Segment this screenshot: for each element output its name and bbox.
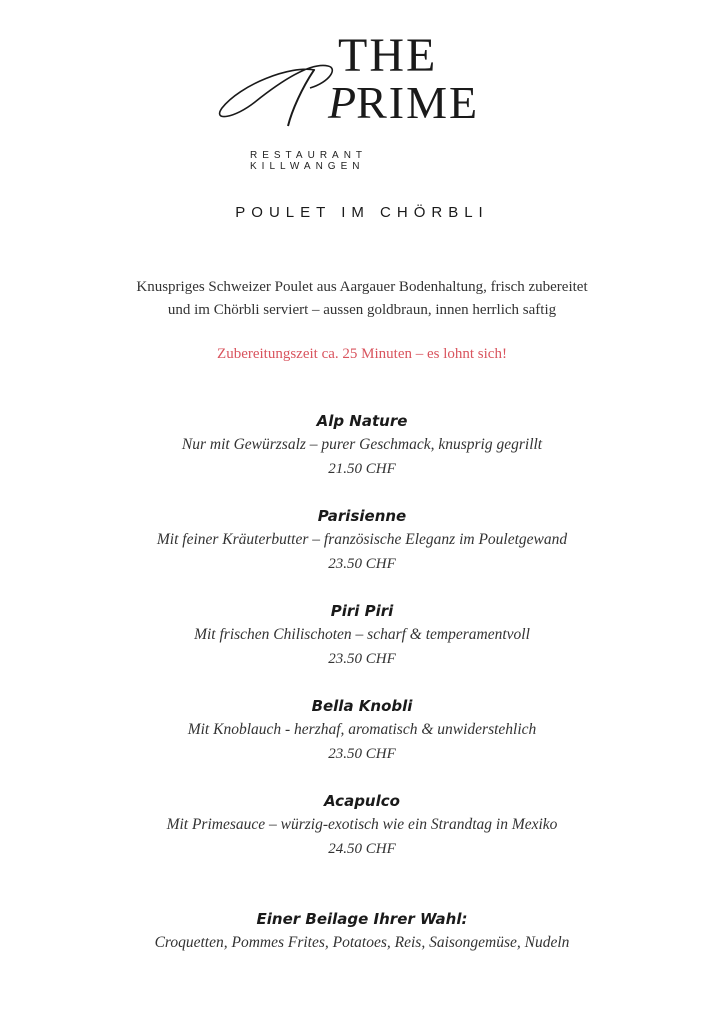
page-title: POULET IM CHÖRBLI <box>235 204 489 221</box>
logo-prime <box>328 77 480 128</box>
dish-name: Alp Nature <box>316 412 408 430</box>
dish-price: 21.50 CHF <box>328 461 396 477</box>
logo-subtitle <box>250 150 480 172</box>
dish-item <box>0 504 724 599</box>
dish-description: Mit Knoblauch - herzhaf, aromatisch & unwiderstehlich <box>187 721 537 738</box>
logo-prime-rest: RIME <box>356 77 480 128</box>
side-dish-section <box>0 907 724 955</box>
dish-price: 23.50 CHF <box>328 746 396 762</box>
intro-line-2: und im Chörbli serviert – aussen goldbraun, innen herrlich saftig <box>167 302 557 318</box>
logo-the: THE <box>338 29 438 82</box>
dish-name: Piri Piri <box>330 602 394 620</box>
dish-name: Bella Knobli <box>311 697 413 715</box>
dish-item <box>0 409 724 504</box>
prep-time-note: Zubereitungszeit ca. 25 Minuten – es lohnt sich! <box>217 346 507 362</box>
side-dish-title: Einer Beilage Ihrer Wahl: <box>256 910 468 928</box>
logo-p: P <box>328 77 359 128</box>
intro-line-1: Knuspriges Schweizer Poulet aus Aargauer Bodenhaltung, frisch zubereitet <box>136 279 588 295</box>
logo-subtitle-line1: RESTAURANT <box>250 150 368 161</box>
dish-name: Parisienne <box>317 507 407 525</box>
dish-price: 23.50 CHF <box>328 556 396 572</box>
logo-subtitle-line2: KILLWANGEN <box>250 161 365 172</box>
dish-item <box>0 694 724 789</box>
side-dish-list: Croquetten, Pommes Frites, Potatoes, Reis, Saisongemüse, Nudeln <box>154 934 570 951</box>
intro-text <box>60 276 664 322</box>
restaurant-logo <box>210 30 500 130</box>
dish-item <box>0 789 724 884</box>
dish-description: Mit feiner Kräuterbutter – französische Eleganz im Pouletgewand <box>156 531 568 548</box>
logo-swash-icon <box>210 30 340 130</box>
dish-item <box>0 599 724 694</box>
dish-list <box>0 409 724 884</box>
dish-description: Mit Primesauce – würzig-exotisch wie ein Strandtag in Mexiko <box>166 816 558 833</box>
dish-price: 24.50 CHF <box>328 841 396 857</box>
dish-name: Acapulco <box>324 792 400 810</box>
dish-description: Nur mit Gewürzsalz – purer Geschmack, knusprig gegrillt <box>181 436 543 453</box>
dish-price: 23.50 CHF <box>328 651 396 667</box>
dish-description: Mit frischen Chilischoten – scharf & temperamentvoll <box>194 626 530 643</box>
